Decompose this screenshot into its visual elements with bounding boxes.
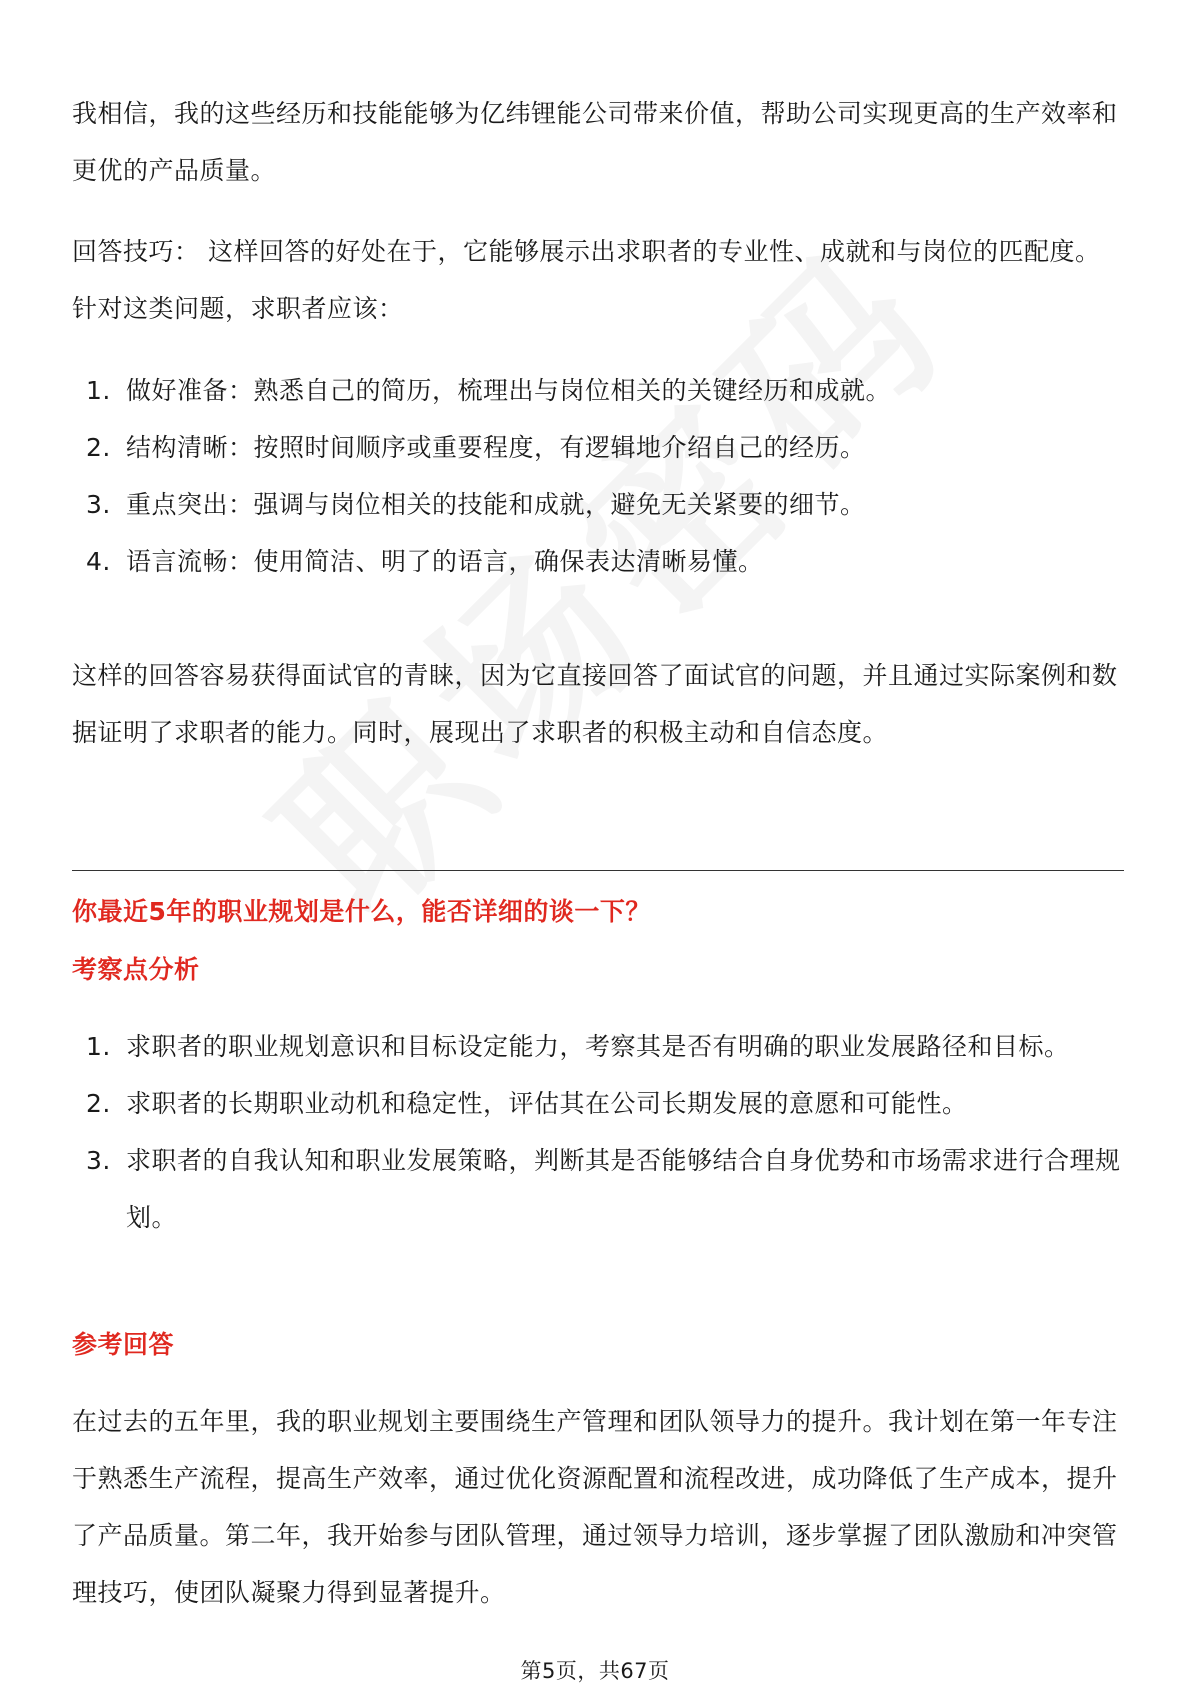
list-item-number: 1. (86, 1032, 111, 1061)
intro-paragraph-2: 回答技巧： 这样回答的好处在于，它能够展示出求职者的专业性、成就和与岗位的匹配度。针对这类问题，求职者应该： (72, 237, 1101, 323)
answer-paragraph: 在过去的五年里，我的职业规划主要围绕生产管理和团队领导力的提升。我计划在第一年专注于熟悉生产流程，提高生产效率，通过优化资源配置和流程改进，成功降低了生产成本，提升了产品质量。第二年，我开始参与团队管理，通过领导力培训，逐步掌握了团队激励和冲突管理技巧，使团队凝聚力得到显著提升。 (72, 1407, 1118, 1607)
list-item-number: 2. (86, 1089, 111, 1118)
list-item-text: 求职者的自我认知和职业发展策略，判断其是否能够结合自身优势和市场需求进行合理规划。 (126, 1146, 1121, 1232)
analysis-list (72, 1018, 1122, 1246)
list-item-text: 语言流畅：使用简洁、明了的语言，确保表达清晰易懂。 (126, 547, 764, 576)
list-item-text: 求职者的职业规划意识和目标设定能力，考察其是否有明确的职业发展路径和目标。 (126, 1032, 1070, 1061)
question-title: 你最近5年的职业规划是什么，能否详细的谈一下？ (72, 897, 651, 926)
list-item-text: 重点突出：强调与岗位相关的技能和成就，避免无关紧要的细节。 (126, 490, 866, 519)
list-item-number: 2. (86, 433, 111, 462)
list-item (72, 1132, 1122, 1246)
section-divider (72, 870, 1124, 871)
list-item (72, 362, 1122, 419)
list-item-number: 3. (86, 1146, 111, 1175)
list-item-number: 3. (86, 490, 111, 519)
list-item-text: 做好准备：熟悉自己的简历，梳理出与岗位相关的关键经历和成就。 (126, 376, 892, 405)
list-item-number: 1. (86, 376, 111, 405)
summary-paragraph: 这样的回答容易获得面试官的青睐，因为它直接回答了面试官的问题，并且通过实际案例和数据证明了求职者的能力。同时，展现出了求职者的积极主动和自信态度。 (72, 661, 1118, 747)
list-item-text: 求职者的长期职业动机和稳定性，评估其在公司长期发展的意愿和可能性。 (126, 1089, 968, 1118)
list-item-number: 4. (86, 547, 111, 576)
tips-list (72, 362, 1122, 590)
list-item (72, 1075, 1122, 1132)
answer-heading: 参考回答 (72, 1330, 175, 1359)
list-item (72, 533, 1122, 590)
list-item-text: 结构清晰：按照时间顺序或重要程度，有逻辑地介绍自己的经历。 (126, 433, 866, 462)
intro-paragraph-1: 我相信，我的这些经历和技能能够为亿纬锂能公司带来价值，帮助公司实现更高的生产效率和更优的产品质量。 (72, 99, 1118, 185)
list-item (72, 1018, 1122, 1075)
list-item (72, 476, 1122, 533)
list-item (72, 419, 1122, 476)
page-indicator: 第5页，共67页 (520, 1659, 670, 1683)
analysis-heading: 考察点分析 (72, 955, 200, 984)
